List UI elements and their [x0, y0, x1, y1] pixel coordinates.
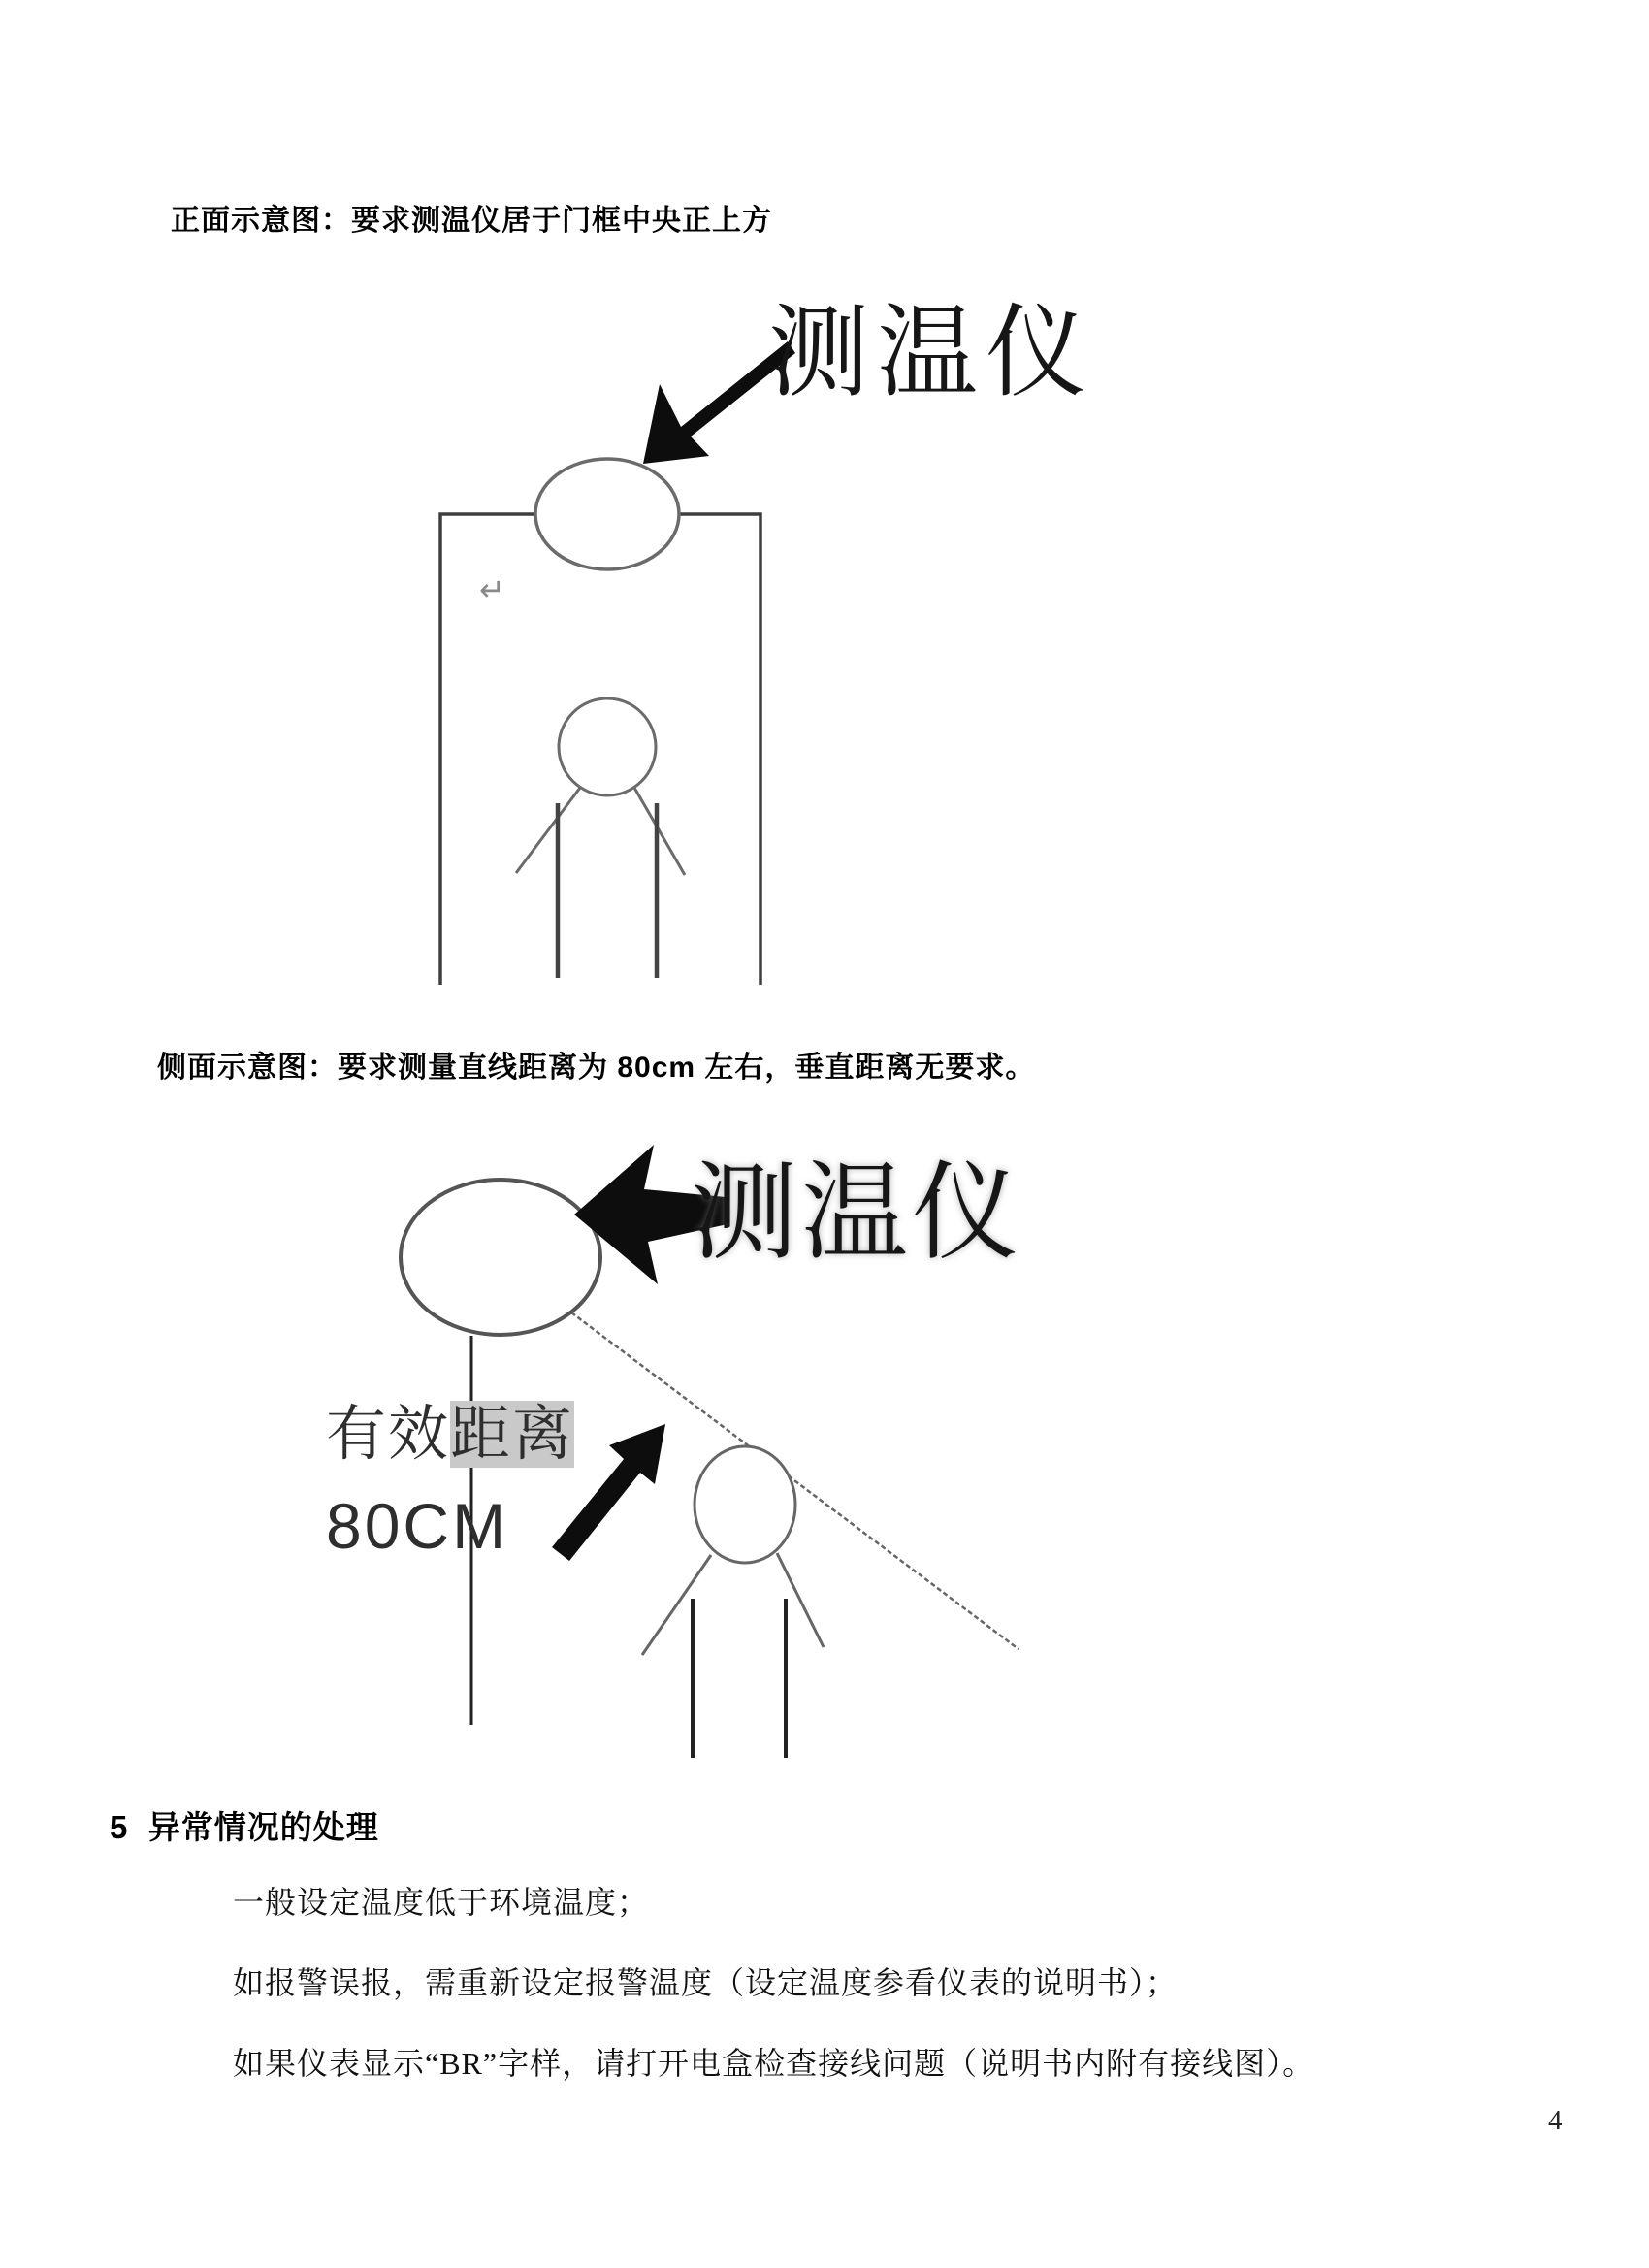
section-line-3: 如果仪表显示“BR”字样，请打开电盒检查接线问题（说明书内附有接线图）。: [233, 2046, 1315, 2081]
effective-distance-value: 80CM: [326, 1490, 509, 1562]
measurement-sight-line: [571, 1312, 1018, 1649]
thermometer-shape: [535, 459, 679, 569]
return-mark-icon: ↵: [479, 571, 505, 608]
effective-distance-part1: 有效: [326, 1401, 451, 1468]
person-arms: [516, 788, 685, 875]
person-legs: [558, 803, 657, 978]
front-view-diagram: [440, 341, 795, 985]
section-line-2: 如报警误报，需重新设定报警温度（设定温度参看仪表的说明书）；: [233, 1965, 1179, 2000]
thermometer-label: 测温仪: [691, 1153, 1022, 1273]
person-arms: [642, 1553, 824, 1655]
page-number: 4: [1548, 2105, 1563, 2136]
thermometer-shape: [401, 1180, 600, 1335]
effective-distance-part2: 距离: [450, 1401, 575, 1468]
thermometer-label: 测温仪: [768, 297, 1095, 409]
person-head: [695, 1446, 795, 1563]
section-heading: 5 异常情况的处理: [110, 1809, 379, 1845]
person-head: [559, 698, 656, 795]
section-line-1: 一般设定温度低于环境温度；: [233, 1885, 650, 1920]
effective-distance-label: [326, 1401, 575, 1562]
person-legs: [693, 1599, 786, 1758]
effective-distance-text: [326, 1401, 575, 1468]
front-figure-title: 正面示意图：要求测温仪居于门框中央正上方: [171, 205, 772, 237]
side-figure-title: 侧面示意图：要求测量直线距离为 80cm 左右，垂直距离无要求。: [157, 1052, 1036, 1084]
